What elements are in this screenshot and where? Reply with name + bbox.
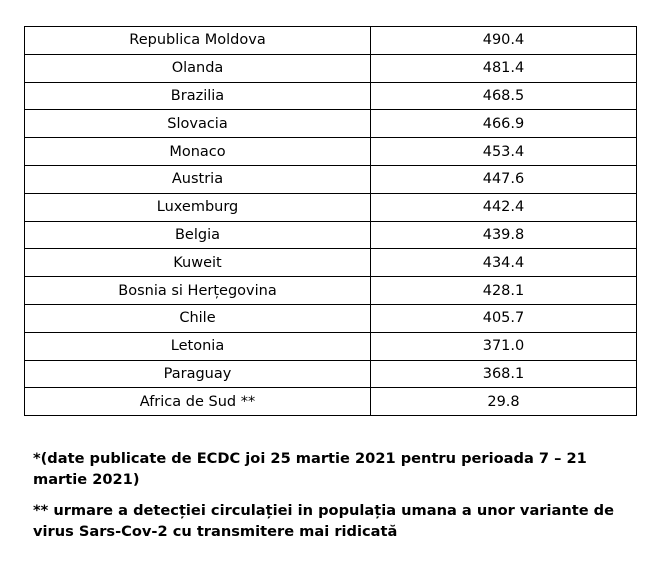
table-row xyxy=(25,249,637,277)
footnote-source: *(date publicate de ECDC joi 25 martie 2021 pentru perioada 7 – 21 martie 2021) xyxy=(33,450,587,488)
table-row xyxy=(25,110,637,138)
value-cell: 468.5 xyxy=(371,82,637,110)
table-row xyxy=(25,27,637,55)
country-cell: Belgia xyxy=(25,221,371,249)
country-cell: Luxemburg xyxy=(25,193,371,221)
value-cell: 371.0 xyxy=(371,332,637,360)
value-cell: 29.8 xyxy=(371,388,637,416)
table-row xyxy=(25,304,637,332)
country-cell: Kuweit xyxy=(25,249,371,277)
value-cell: 481.4 xyxy=(371,54,637,82)
value-cell: 453.4 xyxy=(371,138,637,166)
country-cell: Austria xyxy=(25,165,371,193)
value-cell: 434.4 xyxy=(371,249,637,277)
footnotes xyxy=(33,448,623,542)
table-row xyxy=(25,193,637,221)
incidence-table-container xyxy=(24,26,636,416)
table-row xyxy=(25,82,637,110)
value-cell: 368.1 xyxy=(371,360,637,388)
table-row xyxy=(25,221,637,249)
incidence-table xyxy=(24,26,637,416)
value-cell: 439.8 xyxy=(371,221,637,249)
country-cell: Bosnia si Herțegovina xyxy=(25,277,371,305)
table-row xyxy=(25,277,637,305)
country-cell: Brazilia xyxy=(25,82,371,110)
table-row xyxy=(25,388,637,416)
country-cell: Monaco xyxy=(25,138,371,166)
value-cell: 442.4 xyxy=(371,193,637,221)
country-cell: Paraguay xyxy=(25,360,371,388)
table-row xyxy=(25,165,637,193)
country-cell: Letonia xyxy=(25,332,371,360)
table-row xyxy=(25,332,637,360)
country-cell: Africa de Sud ** xyxy=(25,388,371,416)
footnote-variant: ** urmare a detecției circulației in populația umana a unor variante de virus Sars-Cov-2 cu transmitere mai ridicată xyxy=(33,502,615,540)
value-cell: 447.6 xyxy=(371,165,637,193)
value-cell: 466.9 xyxy=(371,110,637,138)
value-cell: 405.7 xyxy=(371,304,637,332)
incidence-table-body xyxy=(25,27,637,416)
country-cell: Slovacia xyxy=(25,110,371,138)
table-row xyxy=(25,138,637,166)
table-row xyxy=(25,360,637,388)
value-cell: 490.4 xyxy=(371,27,637,55)
country-cell: Republica Moldova xyxy=(25,27,371,55)
value-cell: 428.1 xyxy=(371,277,637,305)
country-cell: Olanda xyxy=(25,54,371,82)
country-cell: Chile xyxy=(25,304,371,332)
table-row xyxy=(25,54,637,82)
